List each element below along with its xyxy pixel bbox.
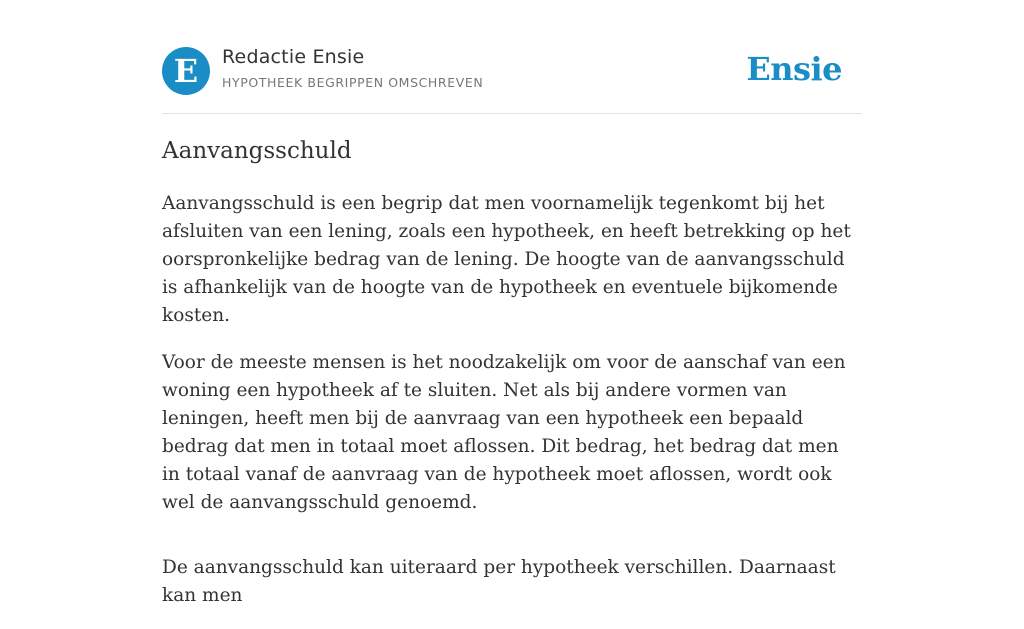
- author-category[interactable]: HYPOTHEEK BEGRIPPEN OMSCHREVEN: [222, 75, 484, 90]
- ensie-e-logo-icon: [162, 47, 210, 95]
- author-name[interactable]: Redactie Ensie: [222, 46, 365, 68]
- article-title: Aanvangsschuld: [162, 138, 352, 164]
- article-paragraph: Voor de meeste mensen is het noodzakelijk om voor de aanschaf van een woning een hypotheek af te sluiten. Net als bij andere vormen van leningen, heeft men bij de aanvraag van een hypotheek een bepaald bedrag dat men in totaal moet aflossen. Dit bedrag, het bedrag dat men in totaal vanaf de aanvraag van de hypotheek moet aflossen, wordt ook wel de aanvangsschuld genoemd.: [162, 352, 846, 513]
- svg-text:E: E: [173, 52, 199, 90]
- ensie-brand-logo[interactable]: Ensie: [746, 50, 842, 88]
- article-body: [162, 190, 862, 629]
- article-container: [162, 0, 862, 606]
- article-header: [162, 0, 862, 114]
- author-avatar[interactable]: [162, 47, 210, 95]
- article-paragraph: Aanvangsschuld is een begrip dat men voornamelijk tegenkomt bij het afsluiten van een lening, zoals een hypotheek, en heeft betrekking op het oorspronkelijke bedrag van de lening. De hoogte van de aanvangsschuld is afhankelijk van de hoogte van de hypotheek en eventuele bijkomende kosten.: [162, 193, 851, 326]
- article-paragraph: De aanvangsschuld kan uiteraard per hypotheek verschillen. Daarnaast kan men: [162, 557, 836, 606]
